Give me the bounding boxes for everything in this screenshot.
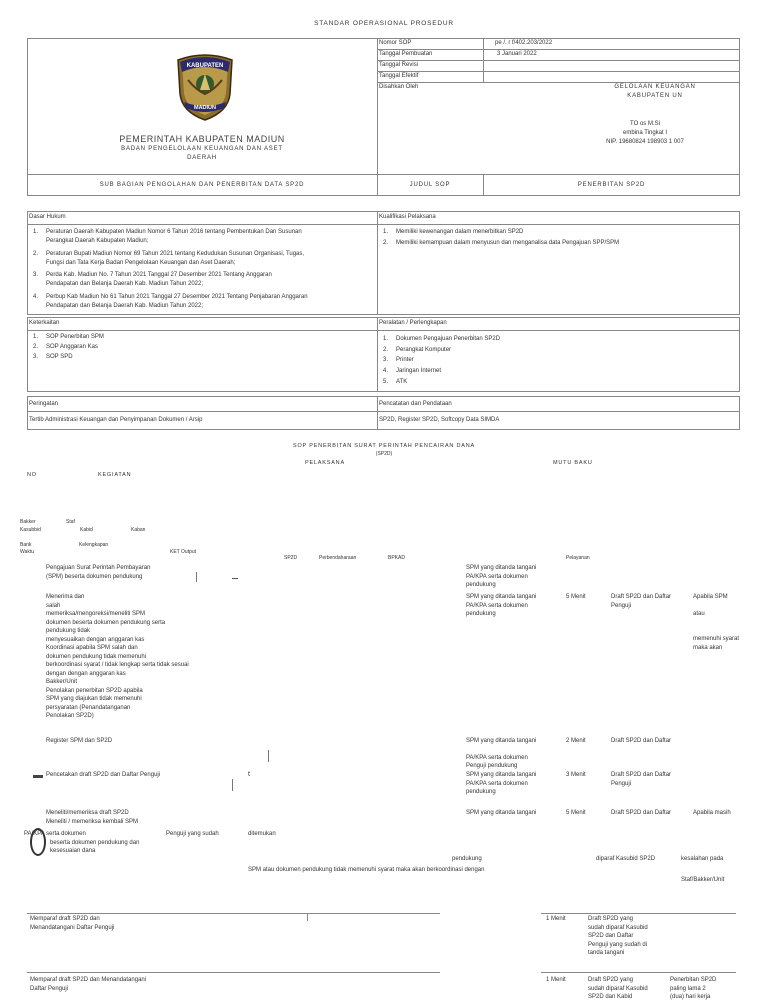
unit-name: SUB BAGIAN PENGOLAHAN DAN PENERBITAN DATA SP2D — [99, 182, 305, 188]
meta-efektif-label: Tanggal Efektif — [379, 73, 419, 79]
meta-nomor-value: pe /. r f/402.203/2022 — [495, 40, 553, 46]
actor-label: Kaban — [131, 527, 146, 533]
float-text: Staf/Bakker/Unit — [681, 877, 725, 883]
keterkaitan-item: 3. SOP SPD — [33, 354, 73, 360]
meta-nomor-label: Nomor SOP — [379, 40, 412, 46]
flow-step-4: Pencetakan draft SP2D dan Daftar Penguji — [46, 772, 161, 778]
pencatatan-label: Pencatatan dan Pendataan — [379, 401, 452, 407]
float-text: SPM atau dokumen pendukung tidak memenuhi syarat maka akan berkoordinasi dengan — [248, 867, 485, 873]
svg-text:KABUPATEN: KABUPATEN — [186, 63, 224, 69]
flow-step-2-waktu: 5 Menit — [566, 594, 586, 600]
dasar-hukum-item: 2. Peraturan Bupati Madiun Nomor 69 Tahun 2021 tentang Kedudukan Susunan Organisasi, Tugas, Fungsi dan Tata Kerja Badan Pengelolaan Keuangan dan Aset Daerah; — [33, 251, 305, 266]
org-sub2: DAERAH — [187, 155, 217, 161]
flow-step-5-waktu: 5 Menit — [566, 810, 586, 816]
svg-text:MADIUN: MADIUN — [194, 105, 216, 111]
flow-step-4-waktu: 3 Menit — [566, 772, 586, 778]
actor-label: Kasubbid — [20, 527, 41, 533]
mid-header: Pelayanan — [566, 555, 590, 561]
actor-label: Kabid — [80, 527, 93, 533]
peralatan-item: 5. ATK — [383, 379, 408, 385]
flow-step-2: Menerima dan salah memeriksa/mengoreksi/meneliti SPM dokumen beserta dokumen pendukung serta pendukung tidak menyesuaikan dengan anggaran kas Koordinasi apabila SPM salah dan dokumen pendukung tidak memenuhi berkoordinasi syarat / tidak lengkap serta tidak sesuai dengan dengan anggaran kas Bakker/Unit Penolakan penerbitan SP2D apabila SPM yang diajukan tidak memenuhi persyaratan (Penandatanganan Penolakan SP2D) — [46, 594, 189, 719]
peralatan-item: 2. Perangkat Komputer — [383, 347, 452, 353]
kabupaten-madiun-logo — [170, 50, 240, 122]
dasar-hukum-item: 4. Perbup Kab Madiun No 61 Tahun 2021 Tanggal 27 Desember 2021 Tentang Penjabaran Anggaran Pendapatan dan Belanja Daerah Kab. Madiun Tahun 2022; — [33, 294, 308, 309]
bottom-step-1-output: Draft SP2D yang sudah diparaf Kasubid SP2D dan Daftar Penguji yang sudah di tanda tangani — [588, 916, 648, 956]
flow-step-3-waktu: 2 Menit — [566, 738, 586, 744]
flow-connector — [196, 572, 197, 582]
keterkaitan-item: 1. SOP Penerbitan SPM — [33, 334, 104, 340]
approver-rank: embina Tingkat I — [622, 130, 668, 136]
col-kegiatan: KEGIATAN — [98, 472, 132, 478]
peralatan-item: 3. Printer — [383, 357, 414, 363]
bottom-step-1: Memparaf draft SP2D dan Menandatangani Daftar Penguji — [30, 916, 115, 931]
flow-step-1-kelengkapan: SPM yang ditanda tangani PA/KPA serta dokumen pendukung — [466, 565, 537, 588]
flow-step-3: Register SPM dan SP2D — [46, 738, 113, 744]
meta-disahkan-label: Disahkan Oleh — [379, 84, 419, 90]
dasar-hukum-item: 1. Peraturan Daerah Kabupaten Madiun Nomor 6 Tahun 2016 tentang Pembentukan Dan Susunan Perangkat Daerah Kabupaten Madiun; — [33, 229, 302, 244]
float-text: Penguji yang sudah — [166, 831, 219, 837]
float-text: kesalahan pada — [681, 856, 724, 862]
kualifikasi-item: 2. Memiliki kemampuan dalam menyusun dan menganalisa data Pengajuan SPP/SPM — [383, 240, 620, 246]
approver-name: TO os M.Si — [630, 121, 660, 127]
judul-value: PENERBITAN SP2D — [577, 182, 646, 188]
col-mutu: MUTU BAKU — [553, 460, 593, 466]
meta-pembuatan-label: Tanggal Pembuatan — [379, 51, 433, 57]
float-text: pendukung — [452, 856, 482, 862]
approver-line1: GELOLAAN KEUANGAN — [614, 84, 696, 90]
kualifikasi-item: 1. Memiliki kewenangan dalam menerbitkan SP2D — [383, 229, 524, 235]
flow-connector — [232, 578, 238, 579]
flow-step-5-ket: Apabila masih — [693, 810, 731, 816]
peralatan-item: 1. Dokumen Pengajuan Penerbitan SP2D — [383, 336, 501, 342]
keterkaitan-item: 2. SOP Anggaran Kas — [33, 344, 98, 350]
actor-label: Bakker — [20, 519, 36, 525]
flow-step-2-kelengkapan: SPM yang ditanda tangani PA/KPA serta dokumen pendukung — [466, 594, 537, 617]
col-pelaksana: PELAKSANA — [305, 460, 345, 466]
float-text: ditemukan — [248, 831, 276, 837]
peralatan-item: 4. Jaringan Internet — [383, 368, 442, 374]
org-name: PEMERINTAH KABUPATEN MADIUN — [119, 134, 285, 144]
col-no: NO — [27, 472, 37, 478]
flow-step-5-kelengkapan: SPM yang ditanda tangani — [466, 810, 537, 816]
judul-label: JUDUL SOP — [409, 182, 451, 188]
kualifikasi-label: Kualifikasi Pelaksana — [379, 214, 436, 220]
document-title: STANDAR OPERASIONAL PROSEDUR — [314, 20, 454, 27]
actor-label: Waktu — [20, 549, 34, 555]
peralatan-label: Peralatan / Perlengkapan — [379, 320, 447, 326]
meta-pembuatan-value: 3 Januari 2022 — [497, 51, 537, 57]
flow-start-marker — [33, 775, 43, 778]
flow-title-sub: (SP2D) — [375, 451, 393, 457]
actor-label: Kelengkapan — [79, 542, 109, 548]
flow-step-4-kelengkapan: SPM yang ditanda tangani PA/KPA serta dokumen pendukung — [466, 772, 537, 795]
flow-step-2-output: Draft SP2D dan Daftar Penguji — [611, 594, 672, 609]
flow-step-5-output: Draft SP2D dan Daftar — [611, 810, 672, 816]
peringatan-label: Peringatan — [29, 401, 59, 407]
float-text: diparaf Kasubid SP2D — [596, 856, 656, 862]
flow-step-4-output: Draft SP2D dan Daftar Penguji — [611, 772, 672, 787]
flow-step-2-ket: Apabila SPM atau memenuhi syarat maka akan — [693, 594, 740, 651]
flow-step-1: Pengajuan Surat Perintah Pembayaran (SPM) beserta dokumen pendukung — [46, 565, 151, 580]
flow-step-5: Meneliti/memeriksa draft SP2D Meneliti / memeriksa kembali SPM — [46, 810, 139, 825]
mid-header: SP2D — [284, 555, 298, 561]
bottom-step-2-ket: Penerbitan SP2D paling lama 2 (dua) hari kerja — [670, 977, 717, 1000]
approver-nip: NIP. 19680824 198903 1 007 — [606, 139, 684, 145]
peringatan-text: Tertib Administrasi Keuangan dan Penyimpanan Dokumen / Arsip — [29, 417, 203, 423]
flow-connector — [232, 779, 233, 791]
bottom-step-2-output: Draft SP2D yang sudah diparaf Kasubid SP2D dan Kabid — [588, 977, 648, 1000]
keterkaitan-label: Keterkaitan — [29, 320, 60, 326]
meta-revisi-label: Tanggal Revisi — [379, 62, 419, 68]
bottom-step-1-waktu: 1 Menit — [546, 916, 566, 922]
flow-arrow: t — [248, 771, 250, 778]
mid-header: BPKAD — [388, 555, 405, 561]
flow-terminal-oval — [30, 828, 46, 856]
dasar-hukum-label: Dasar Hukum — [29, 214, 66, 220]
flow-step-3-output: Draft SP2D dan Daftar — [611, 738, 672, 744]
org-sub1: BADAN PENGELOLAAN KEUANGAN DAN ASET — [121, 146, 283, 152]
actor-label: KET Output — [170, 549, 197, 555]
mid-header: Perbendaharaan — [319, 555, 357, 561]
flow-title: SOP PENERBITAN SURAT PERINTAH PENCAIRAN DANA — [293, 443, 475, 449]
bottom-step-2: Memparaf draft SP2D dan Menandatangani Daftar Penguji — [30, 977, 147, 992]
flow-step-3-kelengkapan: SPM yang ditanda tangani PA/KPA serta dokumen Penguji pendukung — [466, 738, 537, 769]
dasar-hukum-item: 3. Perda Kab. Madiun No. 7 Tahun 2021 Tanggal 27 Desember 2021 Tentang Anggaran Pendapatan dan Belanja Daerah Kab. Madiun Tahun 2022; — [33, 272, 272, 287]
pencatatan-text: SP2D, Register SP2D, Softcopy Data SIMDA — [379, 417, 500, 423]
actor-label: Staf — [66, 519, 75, 525]
flow-step-5-cont: PA/KPA serta dokumen beserta dokumen pendukung dan kesesuaian dana — [24, 831, 140, 854]
flow-connector — [268, 750, 269, 762]
bottom-step-2-waktu: 1 Menit — [546, 977, 566, 983]
approver-line2: KABUPATEN UN — [627, 93, 683, 99]
actor-label: Bank — [20, 542, 32, 548]
